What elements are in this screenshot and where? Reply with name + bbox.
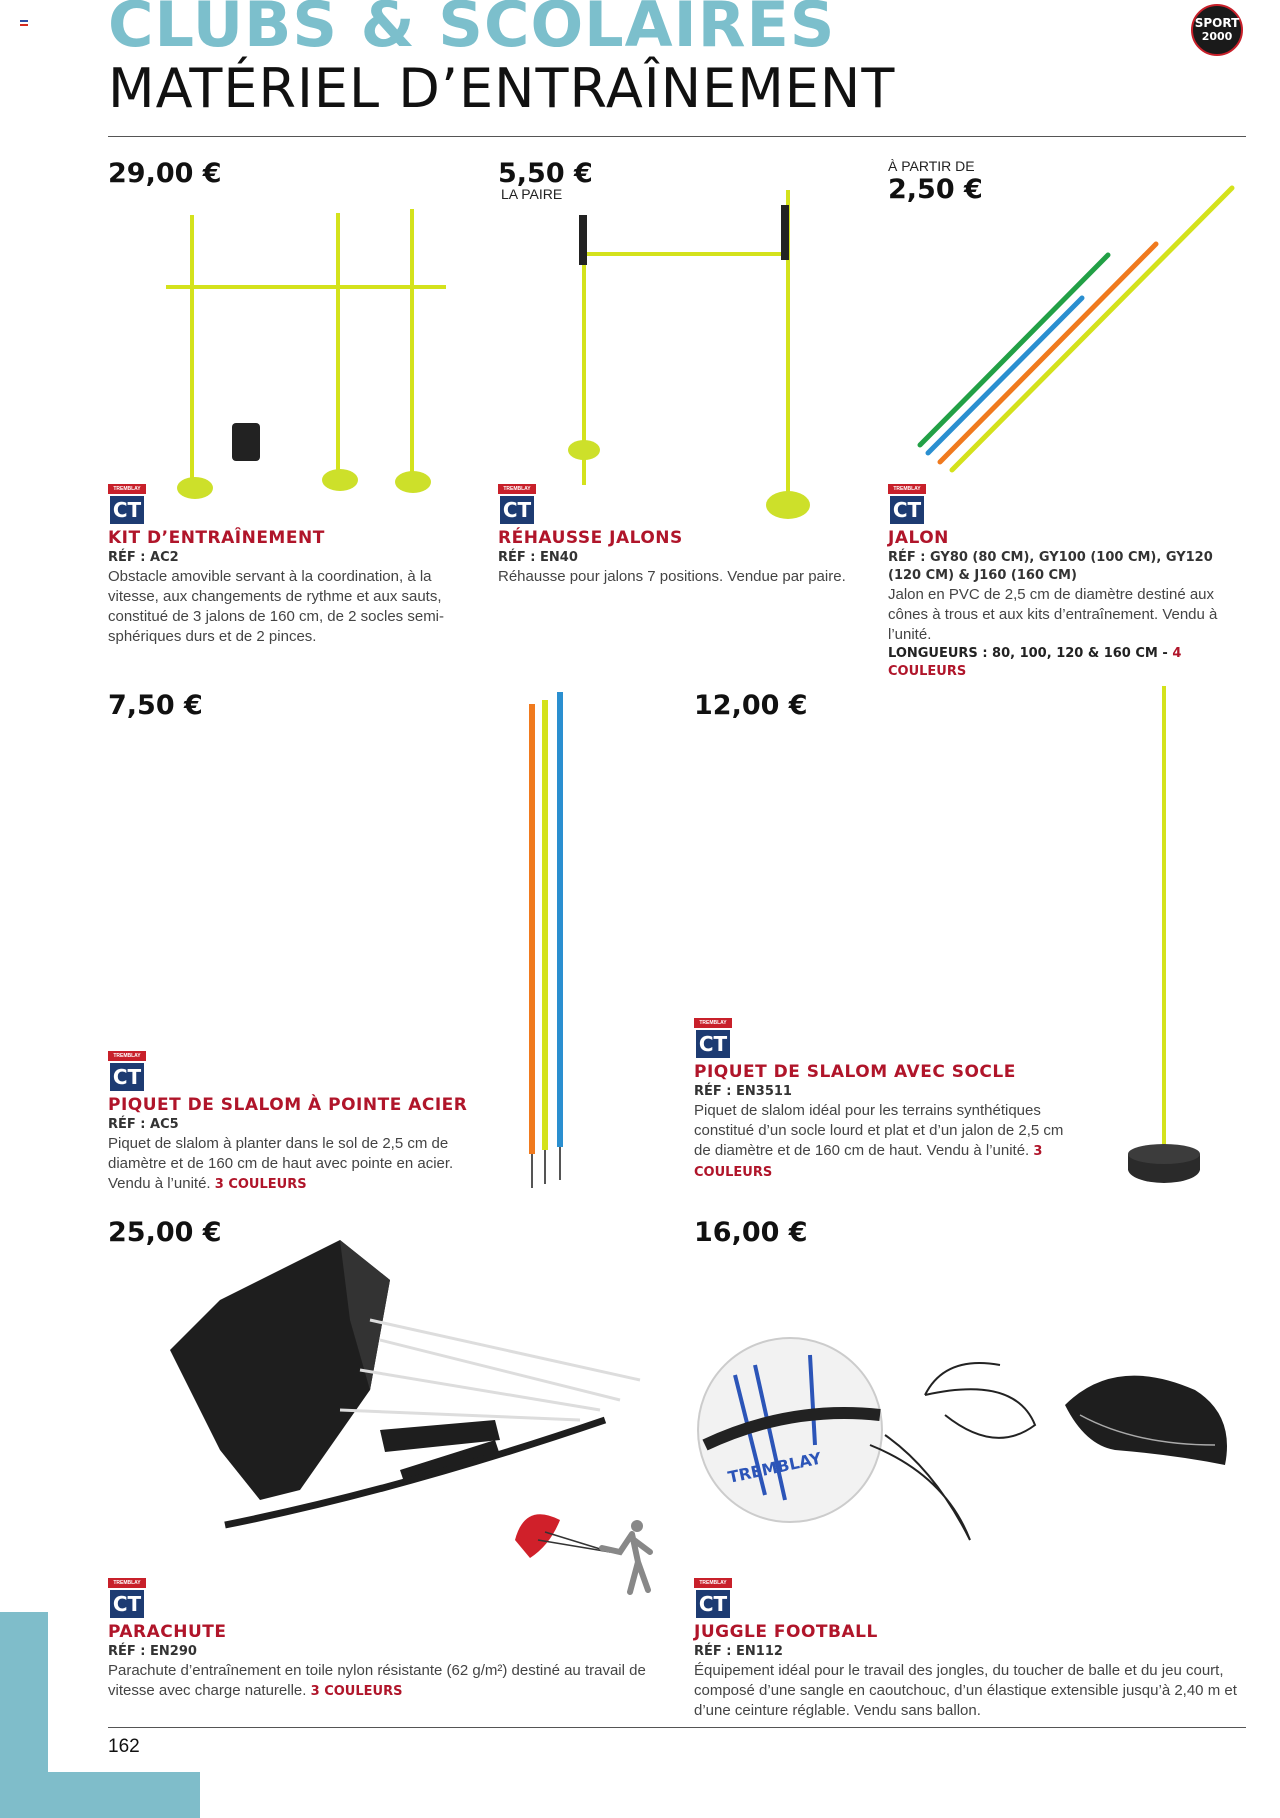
- product-ref: RÉF : AC2: [108, 550, 179, 565]
- product-card: [498, 484, 858, 587]
- poles-image: [910, 180, 1240, 480]
- product-ref: RÉF : EN3511: [694, 1084, 792, 1099]
- price: 25,00 €: [108, 1217, 222, 1248]
- price: 2,50 €: [888, 174, 983, 205]
- product-ref: RÉF : EN40: [498, 550, 578, 565]
- product-description: Piquet de slalom à planter dans le sol de 2,5 cm de diamètre et de 160 cm de haut avec pointe en acier. Vendu à l’unité. 3 COULEURS: [108, 1135, 454, 1192]
- slalom-pole-base-image: [1120, 684, 1210, 1194]
- svg-text:TREMBLAY: TREMBLAY: [726, 1448, 824, 1487]
- slalom-poles-image: [520, 690, 580, 1190]
- price: 7,50 €: [108, 690, 203, 721]
- footer-rule: [108, 1727, 1246, 1728]
- product-description: Jalon en PVC de 2,5 cm de diamètre destiné aux cônes à trous et aux kits d’entraînement. Vendu à l’unité.: [888, 586, 1218, 643]
- product-ref: RÉF : GY80 (80 CM), GY100 (100 CM), GY120 (120 CM) & J160 (160 CM): [888, 550, 1213, 583]
- product-name: PIQUET DE SLALOM À POINTE ACIER: [108, 1095, 468, 1115]
- tremblay-logo: TREMBLAY CT: [108, 1051, 146, 1091]
- price-note: LA PAIRE: [501, 186, 563, 202]
- training-kit-image: [160, 205, 460, 495]
- product-card: [694, 1018, 1074, 1183]
- product-description: Parachute d’entraînement en toile nylon résistante (62 g/m²) destiné au travail de vitesse avec charge naturelle. 3 COULEURS: [108, 1662, 646, 1699]
- product-name: RÉHAUSSE JALONS: [498, 528, 683, 548]
- price: 16,00 €: [694, 1217, 808, 1248]
- page-title: CLUBS & SCOLAIRES: [108, 0, 836, 61]
- price: 29,00 €: [108, 158, 222, 189]
- product-name: JUGGLE FOOTBALL: [694, 1622, 878, 1642]
- header-rule: [108, 136, 1246, 137]
- tremblay-logo: TREMBLAY CT: [108, 1578, 146, 1618]
- pole-raiser-image: [560, 185, 830, 525]
- price: 5,50 €: [498, 158, 593, 189]
- page-number: 162: [108, 1736, 140, 1757]
- product-name: KIT D’ENTRAÎNEMENT: [108, 528, 325, 548]
- tremblay-logo: TREMBLAY CT: [498, 484, 536, 524]
- product-card: [694, 1578, 1254, 1721]
- product-ref: RÉF : EN112: [694, 1644, 783, 1659]
- product-card: [108, 484, 468, 647]
- product-card: [108, 1578, 668, 1702]
- product-description: Équipement idéal pour le travail des jongles, du toucher de balle et du jeu court, composé d’une sangle en caoutchouc, d’un élastique extensible jusqu’à 2,40 m et d’une ceinture réglable. Vendu sans ballon.: [694, 1662, 1237, 1719]
- tremblay-logo: TREMBLAY CT: [108, 484, 146, 524]
- bottom-accent-bar: [0, 1772, 200, 1818]
- juggle-football-image: [695, 1335, 1245, 1535]
- product-card: [108, 1051, 478, 1195]
- price-prefix: À PARTIR DE: [888, 158, 975, 174]
- tremblay-logo: TREMBLAY CT: [888, 484, 926, 524]
- product-description: Réhausse pour jalons 7 positions. Vendue par paire.: [498, 568, 846, 585]
- product-description: Obstacle amovible servant à la coordination, à la vitesse, aux changements de rythme et aux sauts, constitué de 3 jalons de 160 cm, de 2 socles semi-sphériques durs et de 2 pinces.: [108, 568, 445, 645]
- product-ref: RÉF : EN290: [108, 1644, 197, 1659]
- tremblay-logo: TREMBLAY CT: [694, 1018, 732, 1058]
- page-subtitle: MATÉRIEL D’ENTRAÎNEMENT: [108, 57, 896, 120]
- product-card: [888, 484, 1248, 681]
- tremblay-logo: TREMBLAY CT: [694, 1578, 732, 1618]
- price: 12,00 €: [694, 690, 808, 721]
- flag-icon: [20, 20, 28, 26]
- parachute-image: [150, 1240, 660, 1620]
- product-description: Piquet de slalom idéal pour les terrains synthétiques constitué d’un socle lourd et plat et d’un jalon de 2,5 cm de diamètre et de 160 cm de haut. Vendu à l’unité. 3 COULEURS: [694, 1102, 1064, 1180]
- product-name: PIQUET DE SLALOM AVEC SOCLE: [694, 1062, 1016, 1082]
- product-name: PARACHUTE: [108, 1622, 227, 1642]
- product-lengths: LONGUEURS : 80, 100, 120 & 160 CM - 4 COULEURS: [888, 646, 1182, 679]
- sport2000-logo: SPORT 2000: [1191, 4, 1243, 56]
- product-name: JALON: [888, 528, 949, 548]
- product-ref: RÉF : AC5: [108, 1117, 179, 1132]
